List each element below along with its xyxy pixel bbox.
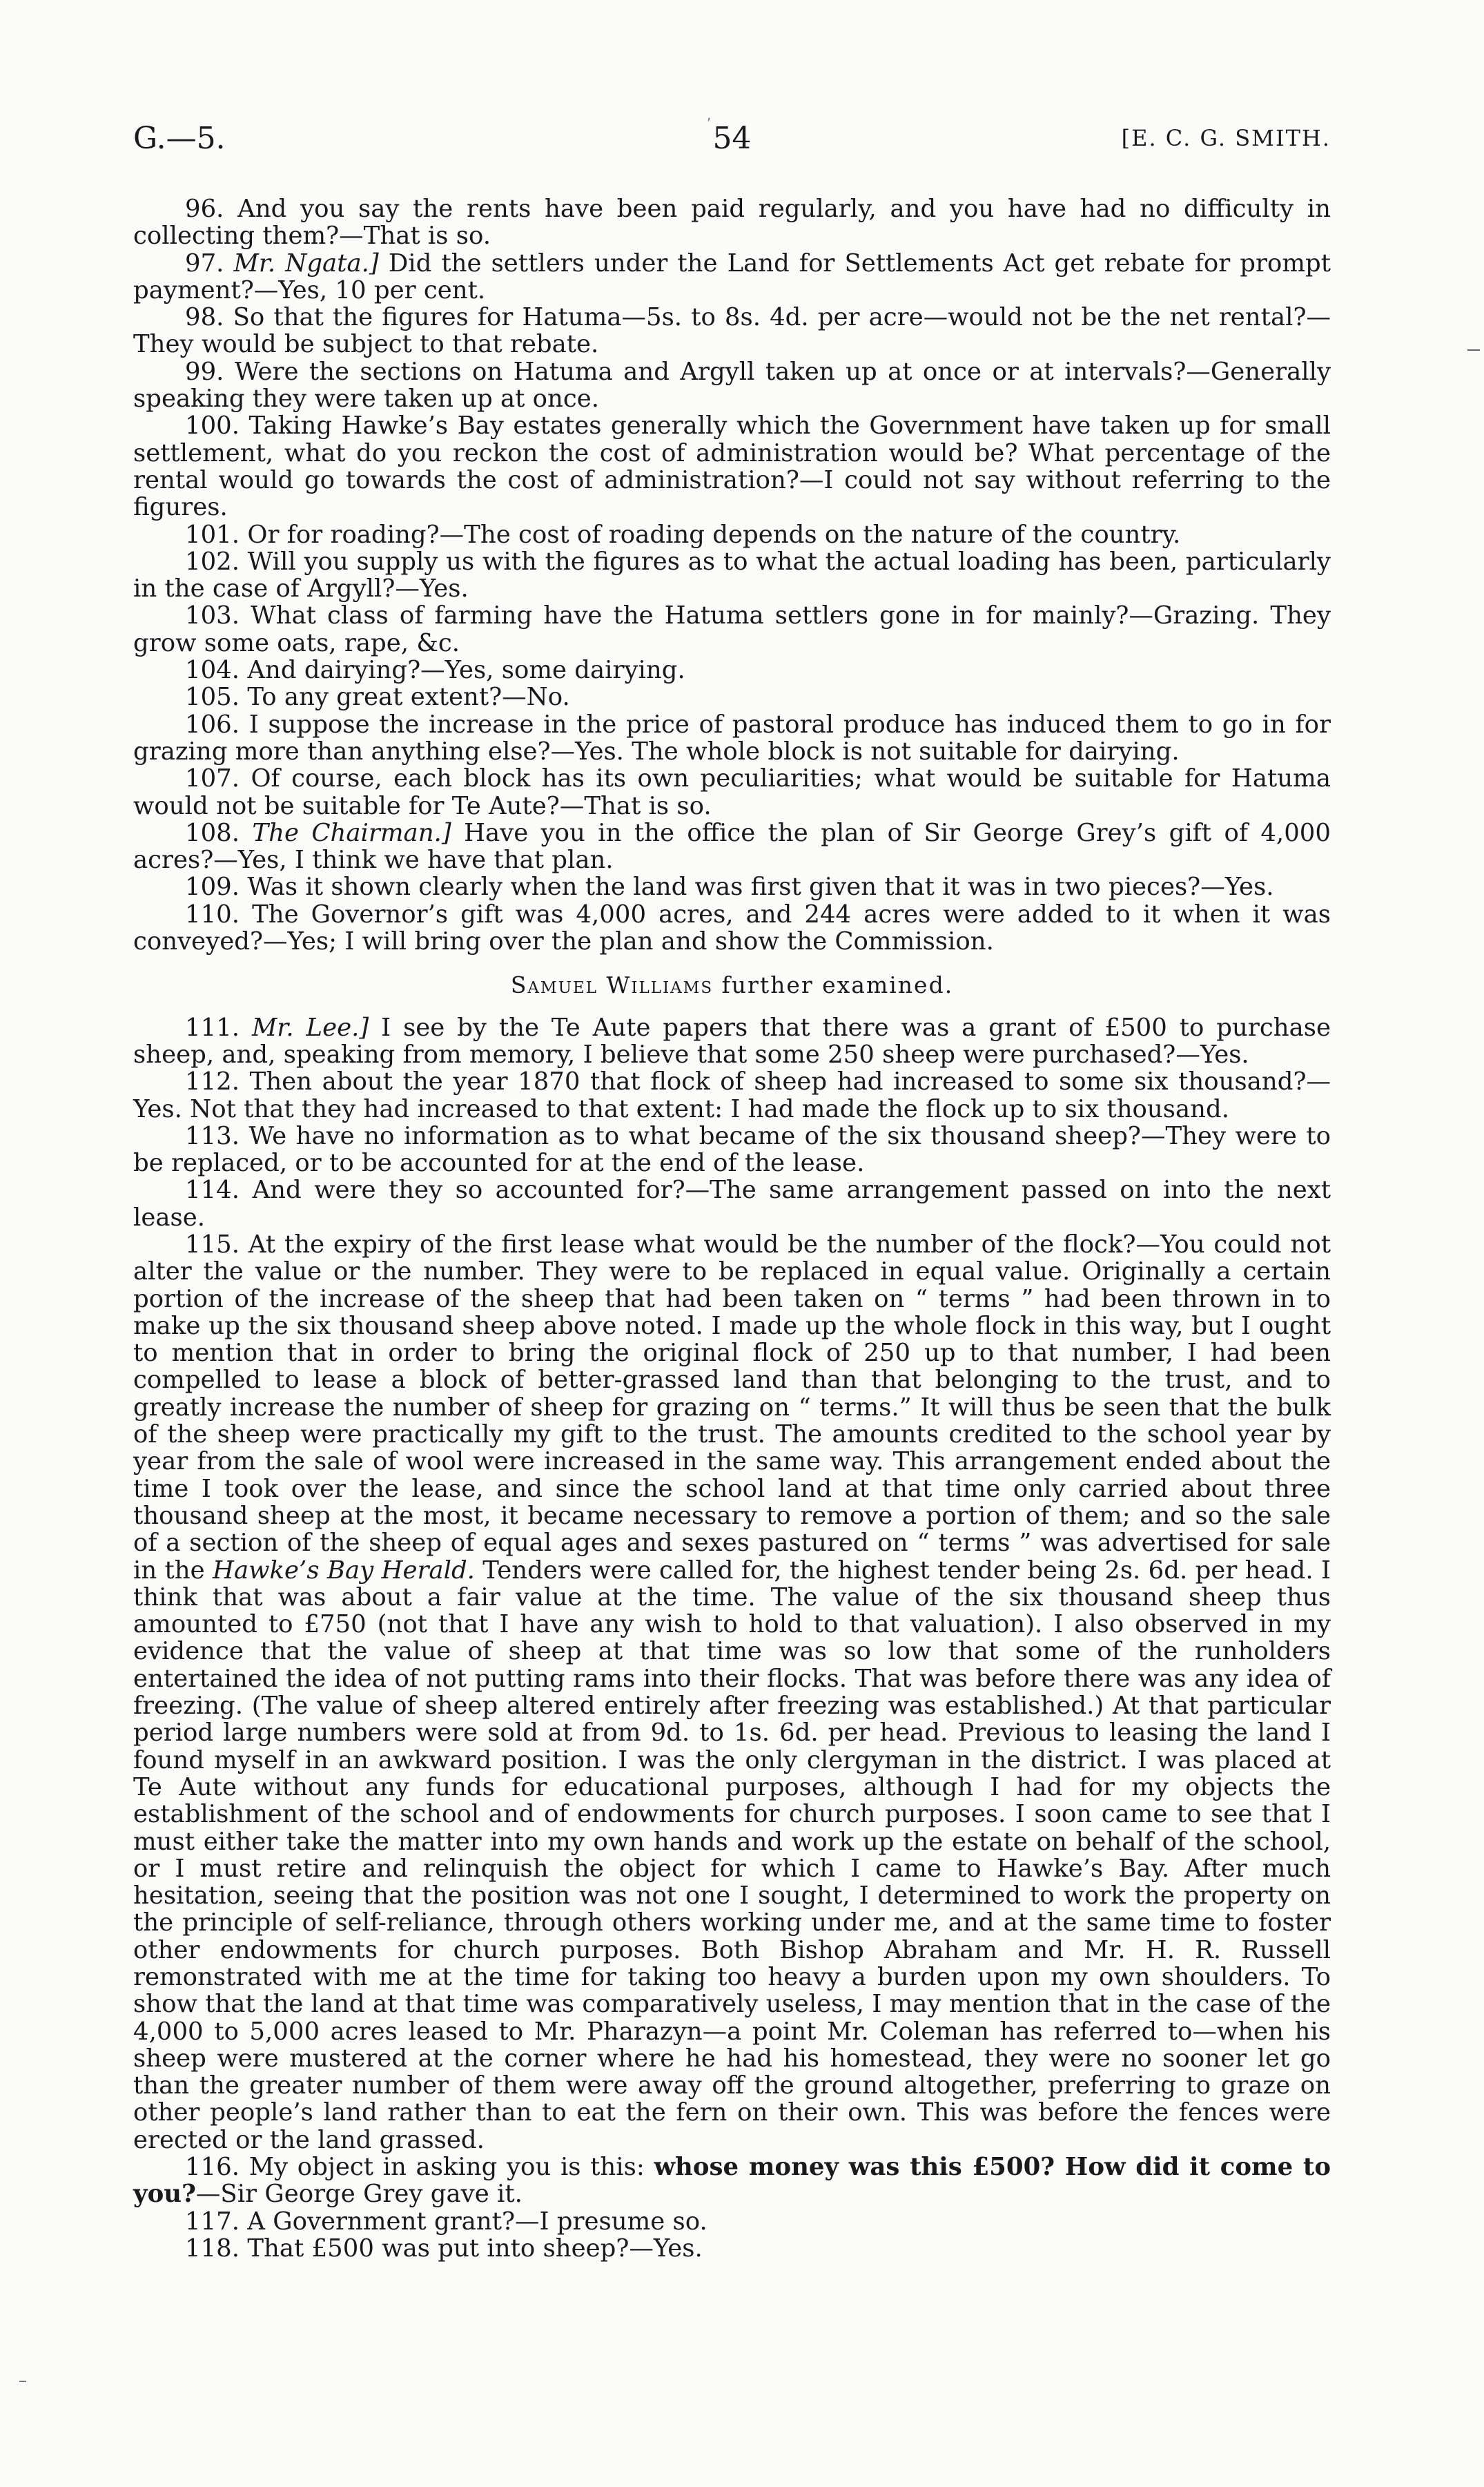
witness-name: [E. C. G. SMITH.	[1121, 125, 1331, 151]
paragraph-107: 107. Of course, each block has its own peculiarities; what would be suitable for Hatuma would not be suitable for Te Aute?—That is so.	[133, 764, 1331, 820]
paragraph-105: 105. To any great extent?—No.	[185, 683, 570, 712]
paragraph-99: 99. Were the sections on Hatuma and Argyll taken up at once or at intervals?—Generally speaking they were taken up at once.	[133, 357, 1331, 414]
paragraph-97: 97. Mr. Ngata.] Did the settlers under the Land for Settlements Act get rebate for prompt payment?—Yes, 10 per cent.	[133, 249, 1331, 304]
paragraph-109: 109. Was it shown clearly when the land was first given that it was in two pieces?—Yes.	[185, 873, 1274, 902]
paragraph-104: 104. And dairying?—Yes, some dairying.	[185, 656, 685, 685]
paragraph-114: 114. And were they so accounted for?—The same arrangement passed on into the next lease.	[133, 1176, 1331, 1232]
bold-question: whose money was this £500? How did it come to you?	[133, 2153, 1331, 2209]
document-body	[133, 195, 1331, 2262]
paragraph-112: 112. Then about the year 1870 that flock of sheep had increased to some six thousand?—Yes. Not that they had increased to that extent: I had made the flock up to six thousand.	[133, 1067, 1331, 1123]
paragraph-103: 103. What class of farming have the Hatuma settlers gone in for mainly?—Grazing. They grow some oats, rape, &c.	[133, 601, 1331, 657]
paragraph-118: 118. That £500 was put into sheep?—Yes.	[185, 2234, 703, 2263]
speaker: Mr. Ngata.]	[233, 249, 379, 278]
paragraph-110: 110. The Governor’s gift was 4,000 acres, and 244 acres were added to it when it was conveyed?—Yes; I will bring over the plan and show the Commission.	[133, 900, 1331, 956]
top-mark: ,	[707, 106, 712, 123]
document-code: G.—5.	[133, 121, 226, 156]
paragraph-116: 116. My object in asking you is this: whose money was this £500? How did it come to you?—Sir George Grey gave it.	[133, 2153, 1331, 2209]
newspaper-title: Hawke’s Bay Herald.	[213, 1556, 475, 1585]
witness-heading-name: Samuel Williams	[510, 971, 714, 999]
paragraph-108: 108. The Chairman.] Have you in the office the plan of Sir George Grey’s gift of 4,000 acres?—Yes, I think we have that plan.	[133, 818, 1331, 875]
paragraph-100: 100. Taking Hawke’s Bay estates generally which the Government have taken up for small settlement, what do you reckon the cost of administration would be? What percentage of the rental would go towards the cost of administration?—I could not say without referring to the figures.	[133, 412, 1331, 522]
paragraph-96: 96. And you say the rents have been paid regularly, and you have had no difficulty in collecting them?—That is so.	[133, 195, 1331, 251]
paragraph-106: 106. I suppose the increase in the price of pastoral produce has induced them to go in for grazing more than anything else?—Yes. The whole block is not suitable for dairying.	[133, 710, 1331, 766]
speaker: The Chairman.]	[252, 818, 451, 847]
page-header	[133, 121, 1331, 162]
witness-heading-rest: further examined.	[721, 971, 954, 999]
paragraph-102: 102. Will you supply us with the figures as to what the actual loading has been, particularly in the case of Argyll?—Yes.	[133, 547, 1331, 603]
margin-mark-right	[1467, 349, 1480, 351]
paragraph-113: 113. We have no information as to what became of the six thousand sheep?—They were to be replaced, or to be accounted for at the end of the lease.	[133, 1121, 1331, 1178]
paragraph-111: 111. Mr. Lee.] I see by the Te Aute papers that there was a grant of £500 to purchase sheep, and, speaking from memory, I believe that some 250 sheep were purchased?—Yes.	[133, 1013, 1331, 1069]
page-number: 54	[712, 121, 752, 156]
paragraph-117: 117. A Government grant?—I presume so.	[185, 2207, 707, 2236]
section-subheading	[133, 971, 1331, 998]
paragraph-115: 115. At the expiry of the first lease what would be the number of the flock?—You could not alter the value or the number. They were to be replaced in equal value. Originally a certain portion of the increase of the sheep that had been taken on “ terms ” had been thrown in to make up the six thousand sheep above noted. I made up the whole flock in this way, but I ought to mention that in order to bring the original flock of 250 up to that number, I had been compelled to lease a block of better-grassed land than that belonging to the trust, and to greatly increase the number of sheep for grazing on “ terms.” It will thus be seen that the bulk of the sheep were practically my gift to the trust. The amounts credited to the school year by year from the sale of wool were increased in the same way. This arrangement ended about the time I took over the lease, and since the school land at that time only carried about three thousand sheep at the most, it became necessary to remove a portion of them; and so the sale of a section of the sheep of equal ages and sexes pastured on “ terms ” was advertised for sale in the Hawke’s Bay Herald. Tenders were called for, the highest tender being 2s. 6d. per head. I think that was about a fair value at the time. The value of the six thousand sheep thus amounted to £750 (not that I have any wish to hold to that valuation). I also observed in my evidence that the value of sheep at that time was so low that some of the runholders entertained the idea of not putting rams into their flocks. That was before there was any idea of freezing. (The value of sheep altered entirely after freezing was established.) At that particular period large numbers were sold at from 9d. to 1s. 6d. per head. Previous to leasing the land I found myself in an awkward position. I was the only clergyman in the district. I was placed at Te Aute without any funds for educational purposes, although I had for my objects the establishment of the school and of endowments for church purposes. I soon came to see that I must either take the matter into my own hands and work up the estate on behalf of the school, or I must retire and relinquish the object for which I came to Hawke’s Bay. After much hesitation, seeing that the position was not one I sought, I determined to work the property on the principle of self-reliance, through others working under me, and at the same time to foster other endowments for church purposes. Both Bishop Abraham and Mr. H. R. Russell remonstrated with me at the time for taking too heavy a burden upon my own shoulders. To show that the land at that time was comparatively useless, I may mention that in the case of the 4,000 to 5,000 acres leased to Mr. Pharazyn—a point Mr. Coleman has referred to—when his sheep were mustered at the corner where he had his homestead, they were no sooner let go than the greater number of them were away off the ground altogether, preferring to graze on other people’s land rather than to eat the fern on their own. This was before the fences were erected or the land grassed.	[133, 1230, 1331, 2154]
paragraph-101: 101. Or for roading?—The cost of roading depends on the nature of the country.	[185, 520, 1181, 549]
paragraph-98: 98. So that the figures for Hatuma—5s. to 8s. 4d. per acre—would not be the net rental?—They would be subject to that rebate.	[133, 303, 1331, 359]
margin-mark-left	[19, 2381, 26, 2382]
speaker: Mr. Lee.]	[251, 1013, 369, 1042]
